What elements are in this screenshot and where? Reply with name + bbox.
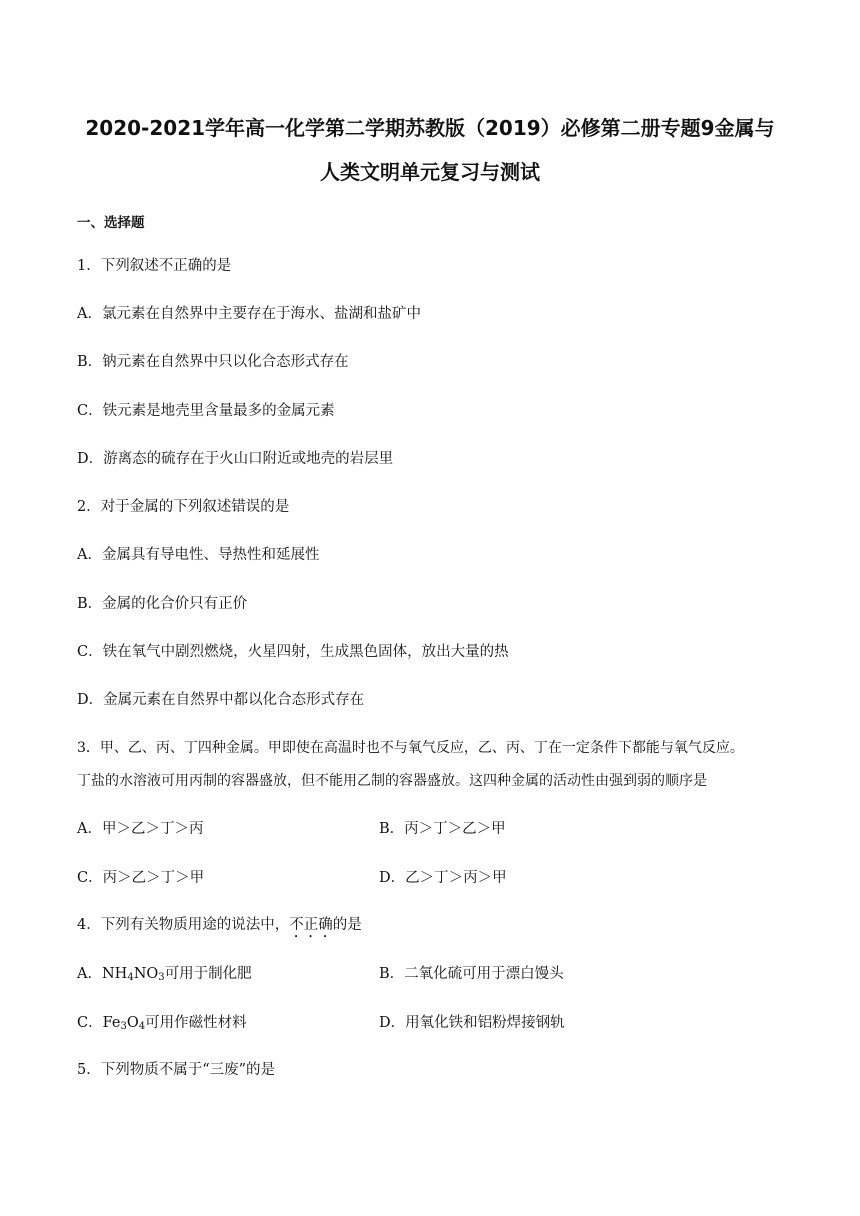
q4-stem-post: 的是 [332, 917, 362, 933]
q4-c-text: O [126, 1015, 139, 1031]
q4-a-text: NO [133, 966, 159, 982]
q3-option-b: B．丙＞丁＞乙＞甲 [379, 821, 506, 837]
title-line-2: 人类文明单元复习与测试 [320, 160, 540, 184]
q3-stem-line-1: 3．甲、乙、丙、丁四种金属。甲即使在高温时也不与氧气反应，乙、丙、丁在一定条件下都能与氧气反应。 [77, 740, 744, 756]
q4-c-text: 可用作磁性材料 [145, 1015, 247, 1031]
q2-option-c: C．铁在氧气中剧烈燃烧，火星四射，生成黑色固体，放出大量的热 [77, 644, 509, 660]
q4-c-sub: 3 [120, 1021, 127, 1032]
q2-stem: 2．对于金属的下列叙述错误的是 [77, 499, 290, 515]
q4-a-text: A．NH [77, 966, 128, 982]
q5-stem: 5．下列物质不属于“三废”的是 [77, 1062, 276, 1078]
q1-stem: 1．下列叙述不正确的是 [77, 258, 232, 274]
q4-option-c [77, 1013, 247, 1033]
q2-option-a: A．金属具有导电性、导热性和延展性 [77, 547, 320, 563]
section-heading: 一、选择题 [77, 215, 145, 231]
q2-option-d: D．金属元素在自然界中都以化合态形式存在 [77, 692, 365, 708]
q4-a-sub: 4 [127, 972, 134, 983]
q4-c-sub: 4 [138, 1021, 146, 1032]
q1-option-a: A．氯元素在自然界中主要存在于海水、盐湖和盐矿中 [77, 306, 421, 322]
q4-a-text: 可用于制化肥 [164, 966, 252, 982]
q4-stem [77, 915, 362, 941]
q1-option-b: B．钠元素在自然界中只以化合态形式存在 [77, 354, 349, 370]
q4-a-sub: 3 [158, 972, 165, 983]
q4-option-b: B．二氧化硫可用于漂白馒头 [379, 966, 564, 982]
q4-c-text: C．Fe [77, 1015, 121, 1031]
title-line-1: 2020-2021学年高一化学第二学期苏教版（2019）必修第二册专题9金属与 [85, 116, 775, 140]
q1-option-c: C．铁元素是地壳里含量最多的金属元素 [77, 403, 335, 419]
q4-option-d: D．用氧化铁和铝粉焊接钢轨 [379, 1015, 565, 1031]
q3-option-d: D．乙＞丁＞丙＞甲 [379, 870, 507, 886]
q3-stem-line-2: 丁盐的水溶液可用丙制的容器盛放，但不能用乙制的容器盛放。这四种金属的活动性由强到弱的顺序是 [77, 773, 707, 789]
q4-stem-emphasis: 不正确 [289, 917, 333, 933]
q2-option-b: B．金属的化合价只有正价 [77, 596, 248, 612]
q1-option-d: D．游离态的硫存在于火山口附近或地壳的岩层里 [77, 451, 394, 467]
q3-option-c: C．丙＞乙＞丁＞甲 [77, 870, 205, 886]
q4-stem-pre: 4．下列有关物质用途的说法中， [77, 917, 290, 933]
q3-option-a: A．甲＞乙＞丁＞丙 [77, 821, 204, 837]
q4-option-a [77, 964, 252, 984]
